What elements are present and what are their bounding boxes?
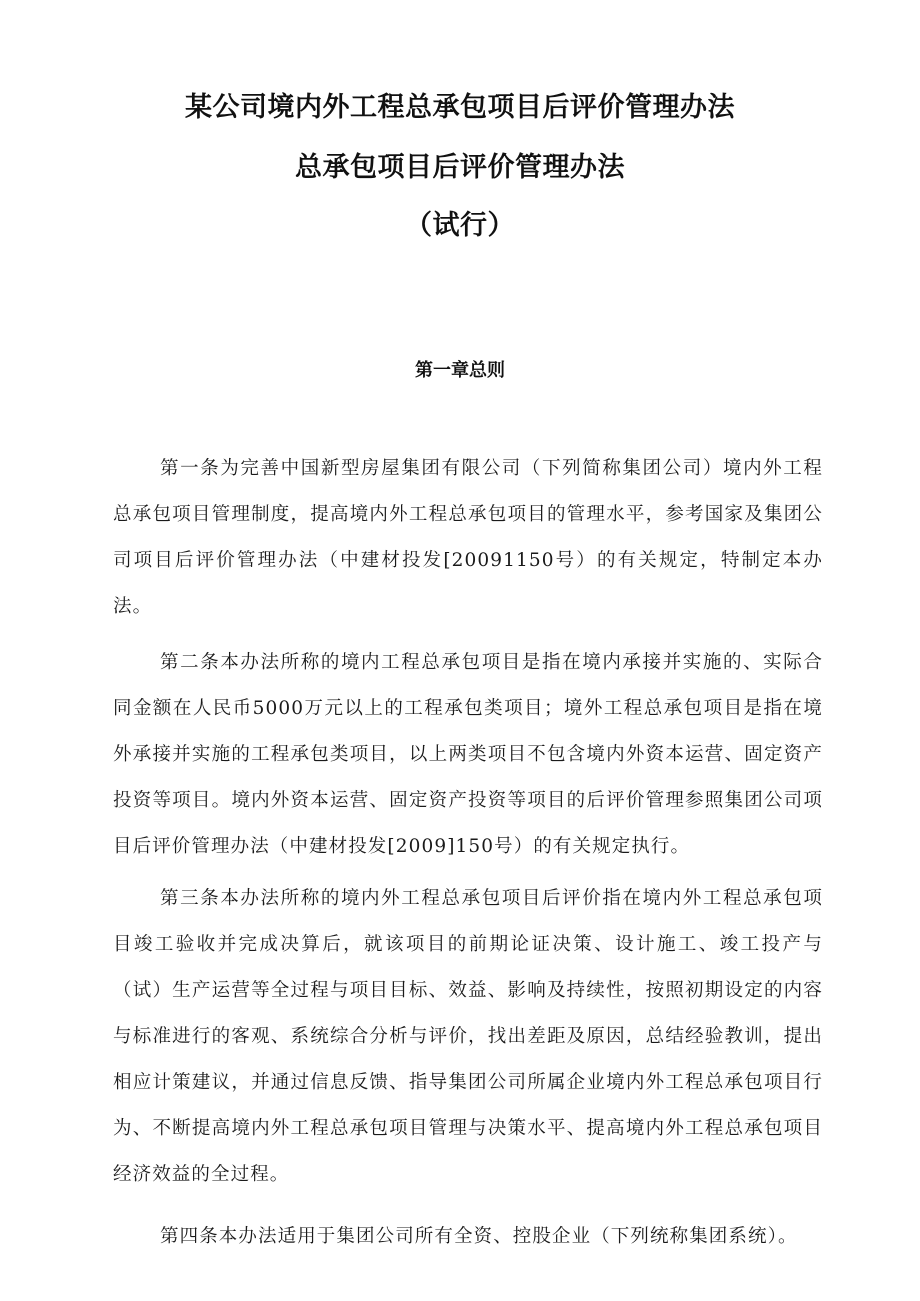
article-4: 第四条本办法适用于集团公司所有全资、控股企业（下列统称集团系统）。 [160, 1226, 798, 1247]
article-3: 第三条本办法所称的境内外工程总承包项目后评价指在境内外工程总承包项目竣工验收并完成决算后，就该项目的前期论证决策、设计施工、竣工投产与（试）生产运营等全过程与项目目标、效益、影响及持续性，按照初期设定的内容与标准进行的客观、系统综合分析与评价，找出差距及原因，总结经验教训，提出相应计策建议，并通过信息反馈、指导集团公司所属企业境内外工程总承包项目行为、不断提高境内外工程总承包项目管理与决策水平、提高境内外工程总承包项目经济效益的全过程。 [113, 888, 823, 1185]
document-title: 某公司境内外工程总承包项目后评价管理办法 [185, 92, 735, 123]
article-2: 第二条本办法所称的境内工程总承包项目是指在境内承接并实施的、实际合同金额在人民币5000万元以上的工程承包类项目；境外工程总承包项目是指在境外承接并实施的工程承包类项目，以上两类项目不包含境内外资本运营、固定资产投资等项目。境内外资本运营、固定资产投资等项目的后评价管理参照集团公司项目后评价管理办法（中建材投发[2009]150号）的有关规定执行。 [113, 652, 823, 857]
article-1: 第一条为完善中国新型房屋集团有限公司（下列简称集团公司）境内外工程总承包项目管理制度，提高境内外工程总承包项目的管理水平，参考国家及集团公司项目后评价管理办法（中建材投发[20091150号）的有关规定，特制定本办法。 [113, 458, 823, 617]
document-trial-note: （试行） [405, 210, 515, 241]
document-subtitle: 总承包项目后评价管理办法 [295, 152, 625, 183]
chapter-heading: 第一章总则 [415, 360, 505, 381]
